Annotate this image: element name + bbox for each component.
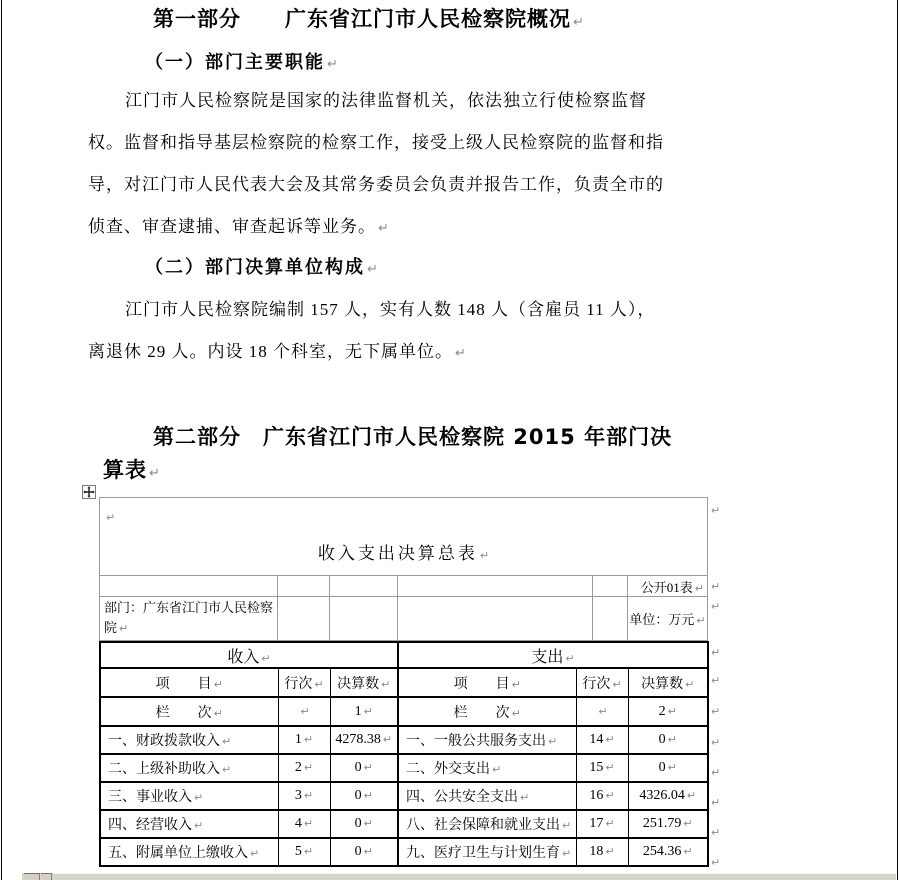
pilcrow-icon: ↵ <box>314 677 324 691</box>
empty-cell <box>576 697 628 726</box>
expense-row-amount <box>628 726 708 754</box>
index-value-text: 2 <box>658 703 666 719</box>
part1-title <box>103 4 584 38</box>
pilcrow-icon: ↵ <box>711 504 721 517</box>
empty-paragraph <box>100 500 707 534</box>
pilcrow-icon: ↵ <box>562 847 572 860</box>
pilcrow-icon: ↵ <box>711 736 721 749</box>
part2-title-line: 第二部分 广东省江门市人民检察院 2015 年部门决 <box>153 425 673 449</box>
pilcrow-icon: ↵ <box>194 791 204 804</box>
cell-text: 一、财政拨款收入 <box>108 734 220 749</box>
income-row-amount <box>330 782 398 810</box>
income-row-line <box>278 754 330 782</box>
pilcrow-icon: ↵ <box>363 845 373 858</box>
pilcrow-icon: ↵ <box>492 763 502 776</box>
pilcrow-icon: ↵ <box>222 763 232 776</box>
expense-col-line-header <box>576 668 628 697</box>
index-label-text: 栏 次 <box>453 705 510 721</box>
empty-cell <box>278 576 330 597</box>
income-row-amount <box>330 726 398 754</box>
section2-heading-text: （二）部门决算单位构成 <box>145 257 365 278</box>
pilcrow-icon: ↵ <box>711 674 721 687</box>
sheet-number-text: 公开01表 <box>640 579 693 595</box>
expense-header-text: 支出 <box>531 648 564 666</box>
pilcrow-icon: ↵ <box>367 262 378 277</box>
pilcrow-icon: ↵ <box>667 704 677 718</box>
pilcrow-icon: ↵ <box>683 845 693 858</box>
pilcrow-icon: ↵ <box>261 651 271 665</box>
income-row-item <box>100 726 278 754</box>
pilcrow-icon: ↵ <box>511 677 521 691</box>
pilcrow-icon: ↵ <box>685 677 695 691</box>
index-label-text: 栏 次 <box>155 705 212 721</box>
pilcrow-icon: ↵ <box>382 733 393 746</box>
pilcrow-icon: ↵ <box>363 761 373 774</box>
income-row-amount <box>330 754 398 782</box>
paragraph-line <box>88 206 802 248</box>
empty-cell <box>330 597 398 641</box>
col-header-text: 行次 <box>284 676 313 692</box>
cell-text: 0 <box>354 788 362 803</box>
expense-row-item <box>398 782 576 810</box>
table-row <box>100 838 708 866</box>
part2-title-line <box>103 454 803 487</box>
cell-text: 4326.04 <box>639 788 685 803</box>
expense-index-value-cell <box>628 697 708 726</box>
cell-text: 四、经营收入 <box>108 818 192 833</box>
col-header-text: 项 目 <box>155 676 212 692</box>
paragraph-line-text: 离退休 29 人。内设 18 个科室，无下属单位。 <box>88 342 453 361</box>
expense-row-amount <box>628 810 708 838</box>
paragraph-functions <box>88 80 802 248</box>
pilcrow-icon: ↵ <box>711 580 721 593</box>
income-row-line <box>278 782 330 810</box>
index-value-text: 1 <box>354 703 362 719</box>
unit-text: 单位：万元 <box>629 612 695 627</box>
col-header-text: 决算数 <box>641 676 684 692</box>
department-text: 部门：广东省江门市人民检察院 <box>104 600 274 635</box>
empty-cell <box>593 597 628 641</box>
cell-text: 5 <box>294 844 302 859</box>
pilcrow-icon: ↵ <box>363 817 373 830</box>
cell-text: 0 <box>658 732 666 747</box>
pilcrow-icon: ↵ <box>711 796 721 809</box>
expense-row-line <box>576 838 628 866</box>
col-header-text: 项 目 <box>453 676 510 692</box>
expense-row-item <box>398 726 576 754</box>
pilcrow-icon: ↵ <box>119 622 129 635</box>
cell-text: 16 <box>589 788 604 803</box>
expense-row-line <box>576 810 628 838</box>
expense-row-line <box>576 782 628 810</box>
pilcrow-icon: ↵ <box>605 817 615 830</box>
cell-text: 17 <box>589 816 604 831</box>
paragraph-line-text: 侦查、审查逮捕、审查起诉等业务。 <box>88 217 376 236</box>
cell-text: 15 <box>589 760 604 775</box>
horizontal-scrollbar[interactable] <box>22 873 896 880</box>
unit-cell <box>628 597 708 641</box>
pilcrow-icon: ↵ <box>520 791 530 804</box>
table-row <box>100 726 708 754</box>
col-header-text: 行次 <box>582 676 611 692</box>
cell-text: 一、一般公共服务支出 <box>406 734 546 749</box>
pilcrow-icon: ↵ <box>565 651 575 665</box>
scrollbar-track-highlight <box>53 873 896 874</box>
pilcrow-icon: ↵ <box>694 581 704 595</box>
pilcrow-icon: ↵ <box>213 677 223 691</box>
pilcrow-icon: ↵ <box>363 704 373 718</box>
table-move-handle-icon[interactable] <box>82 485 96 499</box>
pilcrow-icon: ↵ <box>303 789 314 802</box>
pilcrow-icon: ↵ <box>222 735 232 748</box>
pilcrow-icon: ↵ <box>511 706 521 720</box>
table-row <box>100 782 708 810</box>
paragraph-line: 江门市人民检察院编制 157 人，实有人数 148 人（含雇员 11 人）， <box>125 300 656 319</box>
pilcrow-icon: ↵ <box>300 704 310 718</box>
pilcrow-icon: ↵ <box>711 600 721 613</box>
part1-title-text: 第一部分 广东省江门市人民检察院概况 <box>153 7 571 31</box>
pilcrow-icon: ↵ <box>250 847 260 860</box>
cell-text: 4 <box>294 816 302 831</box>
pilcrow-icon: ↵ <box>598 704 608 718</box>
paragraph-line: 导，对江门市人民代表大会及其常务委员会负责并报告工作，负责全市的 <box>88 175 664 194</box>
pilcrow-icon: ↵ <box>605 761 615 774</box>
sheet-number-cell <box>628 576 708 597</box>
pilcrow-icon: ↵ <box>479 548 490 562</box>
income-header-cell <box>100 642 398 668</box>
expense-col-item-header <box>398 668 576 697</box>
expense-row-amount <box>628 754 708 782</box>
pilcrow-icon: ↵ <box>696 614 706 627</box>
pilcrow-icon: ↵ <box>562 819 572 832</box>
pilcrow-icon: ↵ <box>303 733 314 746</box>
page-left-border <box>1 0 2 880</box>
pilcrow-icon: ↵ <box>711 826 721 839</box>
pilcrow-icon: ↵ <box>213 706 223 720</box>
pilcrow-icon: ↵ <box>106 510 116 524</box>
pilcrow-icon: ↵ <box>573 15 584 30</box>
cell-text: 18 <box>589 844 604 859</box>
pilcrow-icon: ↵ <box>149 466 160 481</box>
summary-table-header-section <box>99 497 708 641</box>
pilcrow-icon: ↵ <box>667 761 677 774</box>
empty-cell <box>278 597 330 641</box>
expense-row-line <box>576 754 628 782</box>
pilcrow-icon: ↵ <box>605 789 615 802</box>
expense-row-item <box>398 754 576 782</box>
section2-heading <box>103 253 378 285</box>
cell-text: 4278.38 <box>335 732 381 747</box>
empty-cell <box>100 576 278 597</box>
cell-text: 14 <box>589 732 604 747</box>
pilcrow-icon: ↵ <box>303 817 314 830</box>
cell-text: 0 <box>354 844 362 859</box>
expense-row-amount <box>628 838 708 866</box>
income-index-value-cell <box>330 697 398 726</box>
cell-text: 0 <box>354 816 362 831</box>
expense-row-item <box>398 838 576 866</box>
pilcrow-icon: ↵ <box>327 57 338 72</box>
expense-row-item <box>398 810 576 838</box>
section1-heading <box>103 48 338 80</box>
expense-header-cell <box>398 642 708 668</box>
pilcrow-icon: ↵ <box>194 819 204 832</box>
income-expense-table <box>99 641 709 867</box>
cell-text: 九、医疗卫生与计划生育 <box>406 846 560 861</box>
cell-text: 四、公共安全支出 <box>406 790 518 805</box>
income-col-amount-header <box>330 668 398 697</box>
pilcrow-icon: ↵ <box>612 677 622 691</box>
income-header-text: 收入 <box>227 648 260 666</box>
paragraph-line <box>88 331 802 373</box>
pilcrow-icon: ↵ <box>455 346 466 361</box>
expense-index-label-cell <box>398 697 576 726</box>
cell-text: 五、附属单位上缴收入 <box>108 846 248 861</box>
expense-row-line <box>576 726 628 754</box>
cell-text: 二、上级补助收入 <box>108 762 220 777</box>
income-col-item-header <box>100 668 278 697</box>
page-right-border <box>897 0 898 880</box>
table-row <box>100 754 708 782</box>
pilcrow-icon: ↵ <box>711 766 721 779</box>
pilcrow-icon: ↵ <box>686 789 697 802</box>
pilcrow-icon: ↵ <box>378 221 389 236</box>
pilcrow-icon: ↵ <box>711 705 721 718</box>
cell-text: 八、社会保障和就业支出 <box>406 818 560 833</box>
expense-row-amount <box>628 782 708 810</box>
cell-text: 2 <box>294 760 302 775</box>
part2-title <box>103 421 803 487</box>
empty-cell <box>278 697 330 726</box>
cell-text: 254.36 <box>642 844 682 859</box>
pilcrow-icon: ↵ <box>667 733 677 746</box>
paragraph-line: 江门市人民检察院是国家的法律监督机关，依法独立行使检察监督 <box>125 91 647 110</box>
pilcrow-icon: ↵ <box>711 646 721 659</box>
cell-text: 1 <box>294 732 302 747</box>
income-index-label-cell <box>100 697 278 726</box>
scrollbar-button[interactable] <box>24 873 40 880</box>
pilcrow-icon: ↵ <box>548 735 558 748</box>
empty-cell <box>330 576 398 597</box>
pilcrow-icon: ↵ <box>303 761 314 774</box>
pilcrow-icon: ↵ <box>683 817 693 830</box>
income-row-item <box>100 810 278 838</box>
cell-text: 0 <box>658 760 666 775</box>
empty-cell <box>398 597 593 641</box>
income-row-item <box>100 838 278 866</box>
income-row-amount <box>330 838 398 866</box>
scrollbar-button[interactable] <box>41 873 52 880</box>
empty-cell <box>593 576 628 597</box>
income-row-line <box>278 726 330 754</box>
empty-cell <box>398 576 593 597</box>
table-title <box>100 534 707 574</box>
paragraph-line: 权。监督和指导基层检察院的检察工作，接受上级人民检察院的监督和指 <box>88 133 664 152</box>
pilcrow-icon: ↵ <box>303 845 314 858</box>
cell-text: 三、事业收入 <box>108 790 192 805</box>
cell-text: 二、外交支出 <box>406 762 490 777</box>
part2-title-text: 算表 <box>103 458 147 482</box>
section1-heading-text: （一）部门主要职能 <box>145 52 325 73</box>
paragraph-staffing <box>88 289 802 373</box>
cell-text: 3 <box>294 788 302 803</box>
income-row-line <box>278 810 330 838</box>
income-row-item <box>100 754 278 782</box>
table-title-text: 收入支出决算总表 <box>317 543 478 563</box>
income-row-line <box>278 838 330 866</box>
income-row-item <box>100 782 278 810</box>
cell-text: 0 <box>354 760 362 775</box>
pilcrow-icon: ↵ <box>363 789 373 802</box>
pilcrow-icon: ↵ <box>605 845 615 858</box>
expense-col-amount-header <box>628 668 708 697</box>
pilcrow-icon: ↵ <box>711 856 721 869</box>
income-row-amount <box>330 810 398 838</box>
col-header-text: 决算数 <box>337 676 380 692</box>
cell-text: 251.79 <box>642 816 682 831</box>
income-col-line-header <box>278 668 330 697</box>
table-row <box>100 810 708 838</box>
pilcrow-icon: ↵ <box>605 733 615 746</box>
table-title-cell <box>100 498 708 576</box>
department-cell <box>100 597 278 641</box>
pilcrow-icon: ↵ <box>381 677 391 691</box>
